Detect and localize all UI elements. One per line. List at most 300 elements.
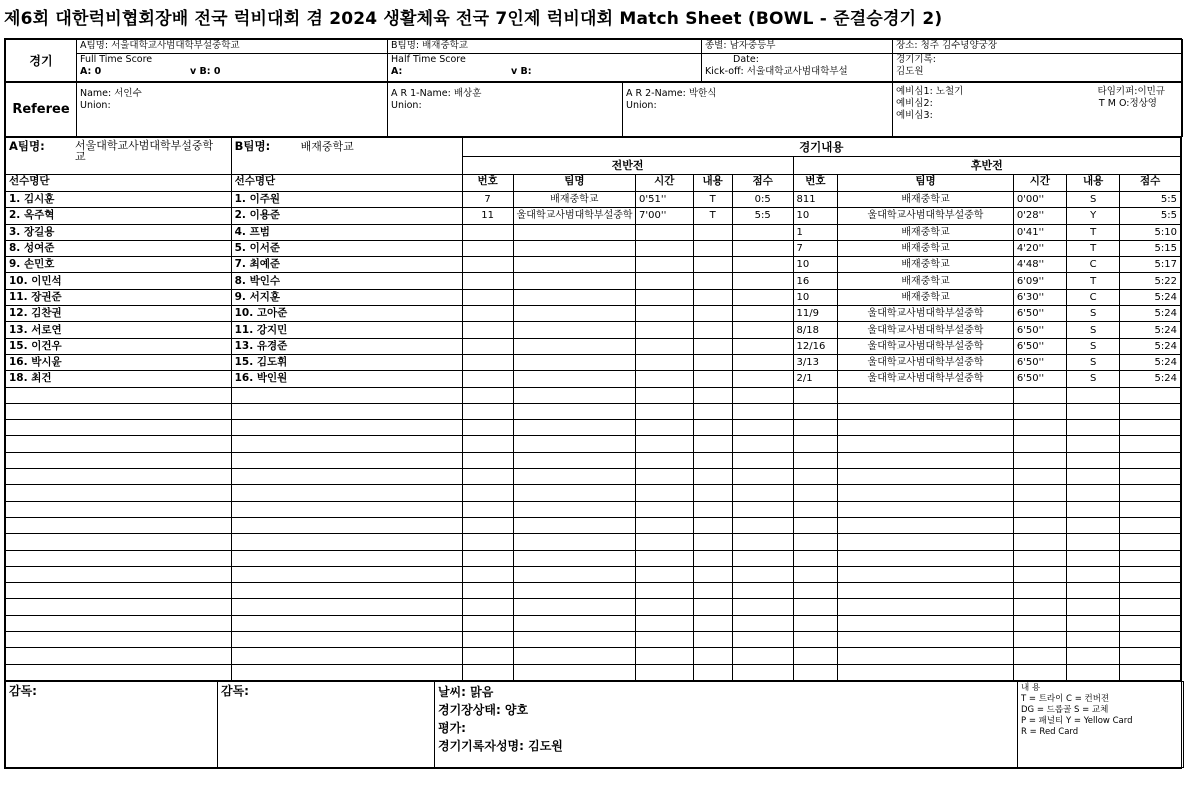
roster-a-player: 2. 옥주혁 [6,208,232,224]
first-half-time: 0'51'' [636,192,693,208]
first-half-team [513,615,635,631]
table-row [6,452,1181,468]
second-half-number: 3/13 [793,354,838,370]
second-half-score: 5:22 [1120,273,1181,289]
table-row [6,501,1181,517]
first-half-event [693,583,732,599]
roster-b-player [231,566,462,582]
first-half-score [732,354,793,370]
second-half-score [1120,648,1181,664]
first-half-team [513,354,635,370]
first-half-team [513,664,635,680]
sh-col-score: 점수 [1120,175,1181,192]
second-half-score: 5:24 [1120,354,1181,370]
second-half-number [793,534,838,550]
roster-b-player: 10. 고아준 [231,306,462,322]
coach-a: 감독: [6,681,218,767]
second-half-event [1067,436,1120,452]
category-field: 종별: 남자중등부 [702,40,893,54]
first-half-time [636,534,693,550]
field-condition: 경기장상태: 양호 [438,702,529,717]
second-half-time [1013,534,1066,550]
table-row [6,322,1181,338]
first-half-team [513,550,635,566]
table-row [6,289,1181,305]
second-half-number [793,615,838,631]
first-half-time [636,420,693,436]
second-half-time: 6'50'' [1013,354,1066,370]
second-half-event: S [1067,371,1120,387]
first-half-event [693,354,732,370]
table-row [6,224,1181,240]
date-field: Date: [733,54,759,65]
first-half-number [462,257,513,273]
first-half-team: 울대학교사범대학부설중학 [513,208,635,224]
roster-a-player: 11. 장권준 [6,289,232,305]
roster-a-player [6,469,232,485]
first-half-score [732,452,793,468]
first-half-time [636,371,693,387]
tmo: T M O:정상영 [1098,98,1157,109]
halftime-label: Half Time Score [391,54,466,65]
first-half-score [732,566,793,582]
first-half-number [462,501,513,517]
first-half-team [513,648,635,664]
roster-a-player [6,436,232,452]
first-half-event [693,273,732,289]
second-half-team [838,566,1014,582]
first-half-time [636,469,693,485]
second-half-time [1013,420,1066,436]
roster-b-player [231,632,462,648]
second-half-team [838,648,1014,664]
second-half-number: 11/9 [793,306,838,322]
first-half-score [732,436,793,452]
first-half-event [693,501,732,517]
roster-b-player [231,534,462,550]
first-half-score [732,632,793,648]
team-b-label: B팀명: [234,139,271,153]
first-half-number [462,371,513,387]
sh-col-team: 팀명 [838,175,1014,192]
second-half-score: 5:5 [1120,208,1181,224]
second-half-time [1013,517,1066,533]
second-half-score: 5:15 [1120,240,1181,256]
first-half-event [693,648,732,664]
second-half-event [1067,664,1120,680]
second-half-header: 후반전 [793,157,1180,175]
second-half-score [1120,485,1181,501]
fh-col-event: 내용 [693,175,732,192]
table-row [6,420,1181,436]
roster-b-player: 9. 서지훈 [231,289,462,305]
first-half-score [732,469,793,485]
match-rows [6,192,1181,681]
first-half-time [636,452,693,468]
roster-b-player: 5. 이서준 [231,240,462,256]
first-half-number [462,534,513,550]
first-half-number [462,322,513,338]
second-half-team [838,664,1014,680]
second-half-score [1120,615,1181,631]
second-half-event [1067,599,1120,615]
first-half-number [462,240,513,256]
first-half-number [462,403,513,419]
table-row [6,517,1181,533]
first-half-time [636,615,693,631]
second-half-time [1013,452,1066,468]
roster-a-player [6,550,232,566]
second-half-team: 배재중학교 [838,192,1014,208]
second-half-score: 5:24 [1120,338,1181,354]
first-half-header: 전반전 [462,157,793,175]
first-half-team [513,485,635,501]
roster-b-player [231,615,462,631]
second-half-time: 0'00'' [1013,192,1066,208]
second-half-event: T [1067,224,1120,240]
match-content-table [5,137,1181,681]
first-half-number [462,469,513,485]
second-half-event: C [1067,289,1120,305]
second-half-event: S [1067,306,1120,322]
first-half-team [513,566,635,582]
recorder-name: 김도원 [896,66,924,77]
roster-a-player: 13. 서로연 [6,322,232,338]
first-half-event [693,534,732,550]
first-half-score [732,517,793,533]
first-half-event [693,224,732,240]
second-half-event: T [1067,240,1120,256]
coach-b: 감독: [218,681,435,767]
roster-b-player: 8. 박인수 [231,273,462,289]
roster-a-player [6,420,232,436]
second-half-team [838,501,1014,517]
kickoff-field: Kick-off: 서울대학교사범대학부설 [705,66,848,77]
first-half-team [513,224,635,240]
first-half-event [693,599,732,615]
first-half-number [462,648,513,664]
ar1-name: A R 1-Name: 배상훈 [391,88,482,99]
first-half-number [462,615,513,631]
second-half-number [793,583,838,599]
second-half-time [1013,648,1066,664]
roster-a-player [6,387,232,403]
legend-line: P = 패널티 Y = Yellow Card [1021,715,1133,726]
second-half-event [1067,534,1120,550]
second-half-score [1120,420,1181,436]
first-half-event [693,452,732,468]
first-half-score [732,420,793,436]
second-half-time [1013,436,1066,452]
roster-b-player [231,420,462,436]
second-half-number [793,436,838,452]
table-row [6,566,1181,582]
sh-col-time: 시간 [1013,175,1066,192]
second-half-time [1013,632,1066,648]
first-half-team [513,517,635,533]
second-half-team: 울대학교사범대학부설중학 [838,371,1014,387]
second-half-score [1120,550,1181,566]
first-half-time [636,436,693,452]
first-half-event [693,485,732,501]
first-half-team [513,420,635,436]
second-half-number [793,648,838,664]
second-half-score [1120,501,1181,517]
first-half-time [636,485,693,501]
team-a-name: 서울대학교사범대학부설중학교 [75,139,214,163]
table-row [6,257,1181,273]
second-half-number [793,566,838,582]
second-half-team [838,420,1014,436]
recorder-label: 경기기록: [896,54,936,65]
first-half-number [462,420,513,436]
team-a-field: A팀명: 서울대학교사범대학부설중학교 [77,40,388,54]
table-row [6,648,1181,664]
second-half-event: S [1067,338,1120,354]
first-half-number [462,224,513,240]
second-half-time [1013,583,1066,599]
second-half-event [1067,566,1120,582]
first-half-number [462,664,513,680]
ar2-name: A R 2-Name: 박한식 [626,88,717,99]
second-half-time [1013,599,1066,615]
second-half-time [1013,469,1066,485]
second-half-event [1067,615,1120,631]
first-half-score [732,550,793,566]
first-half-score [732,615,793,631]
match-label: 경기 [6,40,77,82]
second-half-team: 배재중학교 [838,257,1014,273]
second-half-score [1120,387,1181,403]
roster-b-player: 1. 이주원 [231,192,462,208]
first-half-number [462,485,513,501]
first-half-time [636,664,693,680]
first-half-number [462,289,513,305]
fh-col-time: 시간 [636,175,693,192]
second-half-number [793,485,838,501]
table-row [6,306,1181,322]
second-half-event [1067,387,1120,403]
sh-col-event: 내용 [1067,175,1120,192]
first-half-team [513,289,635,305]
roster-a-player [6,664,232,680]
second-half-event [1067,485,1120,501]
table-row [6,273,1181,289]
second-half-team: 배재중학교 [838,273,1014,289]
second-half-team [838,387,1014,403]
first-half-time [636,550,693,566]
second-half-team: 울대학교사범대학부설중학 [838,306,1014,322]
second-half-team [838,550,1014,566]
roster-b-player: 2. 이용준 [231,208,462,224]
second-half-team [838,632,1014,648]
second-half-team [838,403,1014,419]
second-half-score: 5:24 [1120,322,1181,338]
first-half-team [513,322,635,338]
first-half-time [636,240,693,256]
ar1-union: Union: [391,100,422,111]
first-half-time [636,338,693,354]
second-half-score [1120,452,1181,468]
table-row [6,371,1181,387]
second-half-number [793,452,838,468]
second-half-number: 8/18 [793,322,838,338]
roster-a-player [6,599,232,615]
second-half-number [793,599,838,615]
timekeeper: 타임키퍼:이민규 [1097,86,1165,97]
roster-b-player [231,452,462,468]
second-half-score: 5:5 [1120,192,1181,208]
first-half-event [693,306,732,322]
second-half-time: 0'28'' [1013,208,1066,224]
match-sheet [4,38,1182,769]
evaluation: 평가: [438,720,466,735]
roster-b-player [231,485,462,501]
roster-a-player: 16. 박시윤 [6,354,232,370]
first-half-team [513,387,635,403]
second-half-time: 6'50'' [1013,338,1066,354]
team-a-label: A팀명: [9,139,45,153]
first-half-time [636,583,693,599]
halftime-score-a: A: [391,66,403,77]
fh-col-number: 번호 [462,175,513,192]
second-half-event: S [1067,322,1120,338]
first-half-event [693,664,732,680]
team-b-name: 배재중학교 [300,140,354,153]
table-row [6,534,1181,550]
first-half-event: T [693,208,732,224]
first-half-time [636,224,693,240]
first-half-time [636,289,693,305]
second-half-score: 5:24 [1120,289,1181,305]
first-half-score [732,289,793,305]
second-half-number [793,632,838,648]
second-half-time [1013,566,1066,582]
table-row [6,469,1181,485]
roster-b-player [231,469,462,485]
second-half-number: 16 [793,273,838,289]
second-half-score: 5:10 [1120,224,1181,240]
second-half-event [1067,469,1120,485]
second-half-number: 10 [793,257,838,273]
first-half-event [693,420,732,436]
second-half-time: 6'30'' [1013,289,1066,305]
second-half-event [1067,420,1120,436]
second-half-team: 배재중학교 [838,224,1014,240]
second-half-team [838,615,1014,631]
second-half-event [1067,583,1120,599]
reserve-referee-3: 예비심3: [896,110,933,121]
table-row [6,615,1181,631]
first-half-time [636,387,693,403]
first-half-score [732,371,793,387]
first-half-score [732,664,793,680]
first-half-team [513,436,635,452]
first-half-time: 7'00'' [636,208,693,224]
roster-b-player [231,517,462,533]
referee-name: Name: 서인수 [80,88,142,99]
roster-b-player: 15. 김도휘 [231,354,462,370]
roster-a-player: 18. 최건 [6,371,232,387]
second-half-score: 5:17 [1120,257,1181,273]
sh-col-number: 번호 [793,175,838,192]
roster-a-player: 12. 김찬권 [6,306,232,322]
second-half-number: 7 [793,240,838,256]
roster-b-player [231,648,462,664]
first-half-time [636,403,693,419]
second-half-team: 울대학교사범대학부설중학 [838,354,1014,370]
second-half-score [1120,517,1181,533]
roster-a-player [6,403,232,419]
team-b-field: B팀명: 배재중학교 [388,40,702,54]
second-half-event [1067,550,1120,566]
roster-header-b: 선수명단 [231,175,462,192]
first-half-score [732,534,793,550]
roster-b-player [231,436,462,452]
second-half-time: 6'50'' [1013,371,1066,387]
second-half-number [793,517,838,533]
roster-a-player [6,615,232,631]
first-half-time [636,273,693,289]
second-half-number: 811 [793,192,838,208]
recorder-signature: 경기기록자성명: 김도원 [438,738,563,753]
first-half-team [513,599,635,615]
first-half-score [732,485,793,501]
first-half-score [732,322,793,338]
first-half-event [693,289,732,305]
second-half-score [1120,403,1181,419]
first-half-team: 배재중학교 [513,192,635,208]
first-half-time [636,599,693,615]
fh-col-team: 팀명 [513,175,635,192]
second-half-team [838,534,1014,550]
first-half-number: 7 [462,192,513,208]
table-row [6,354,1181,370]
second-half-team: 배재중학교 [838,289,1014,305]
roster-a-player [6,648,232,664]
second-half-team: 배재중학교 [838,240,1014,256]
roster-a-player [6,583,232,599]
second-half-team [838,469,1014,485]
first-half-event [693,550,732,566]
second-half-time [1013,615,1066,631]
first-half-event [693,403,732,419]
roster-a-player [6,534,232,550]
second-half-time [1013,403,1066,419]
first-half-team [513,469,635,485]
first-half-time [636,517,693,533]
first-half-number [462,517,513,533]
legend-title: 내 용 [1021,682,1041,693]
first-half-event [693,387,732,403]
halftime-score-b: v B: [511,66,532,77]
second-half-team [838,583,1014,599]
fulltime-score-a: A: 0 [80,66,102,77]
second-half-time [1013,501,1066,517]
table-row [6,403,1181,419]
table-row [6,632,1181,648]
table-row [6,599,1181,615]
second-half-time [1013,664,1066,680]
second-half-team [838,436,1014,452]
first-half-event [693,632,732,648]
first-half-time [636,501,693,517]
legend-line: DG = 드롭골 S = 교체 [1021,704,1109,715]
first-half-team [513,632,635,648]
first-half-number [462,436,513,452]
first-half-score [732,501,793,517]
roster-b-player: 7. 최예준 [231,257,462,273]
